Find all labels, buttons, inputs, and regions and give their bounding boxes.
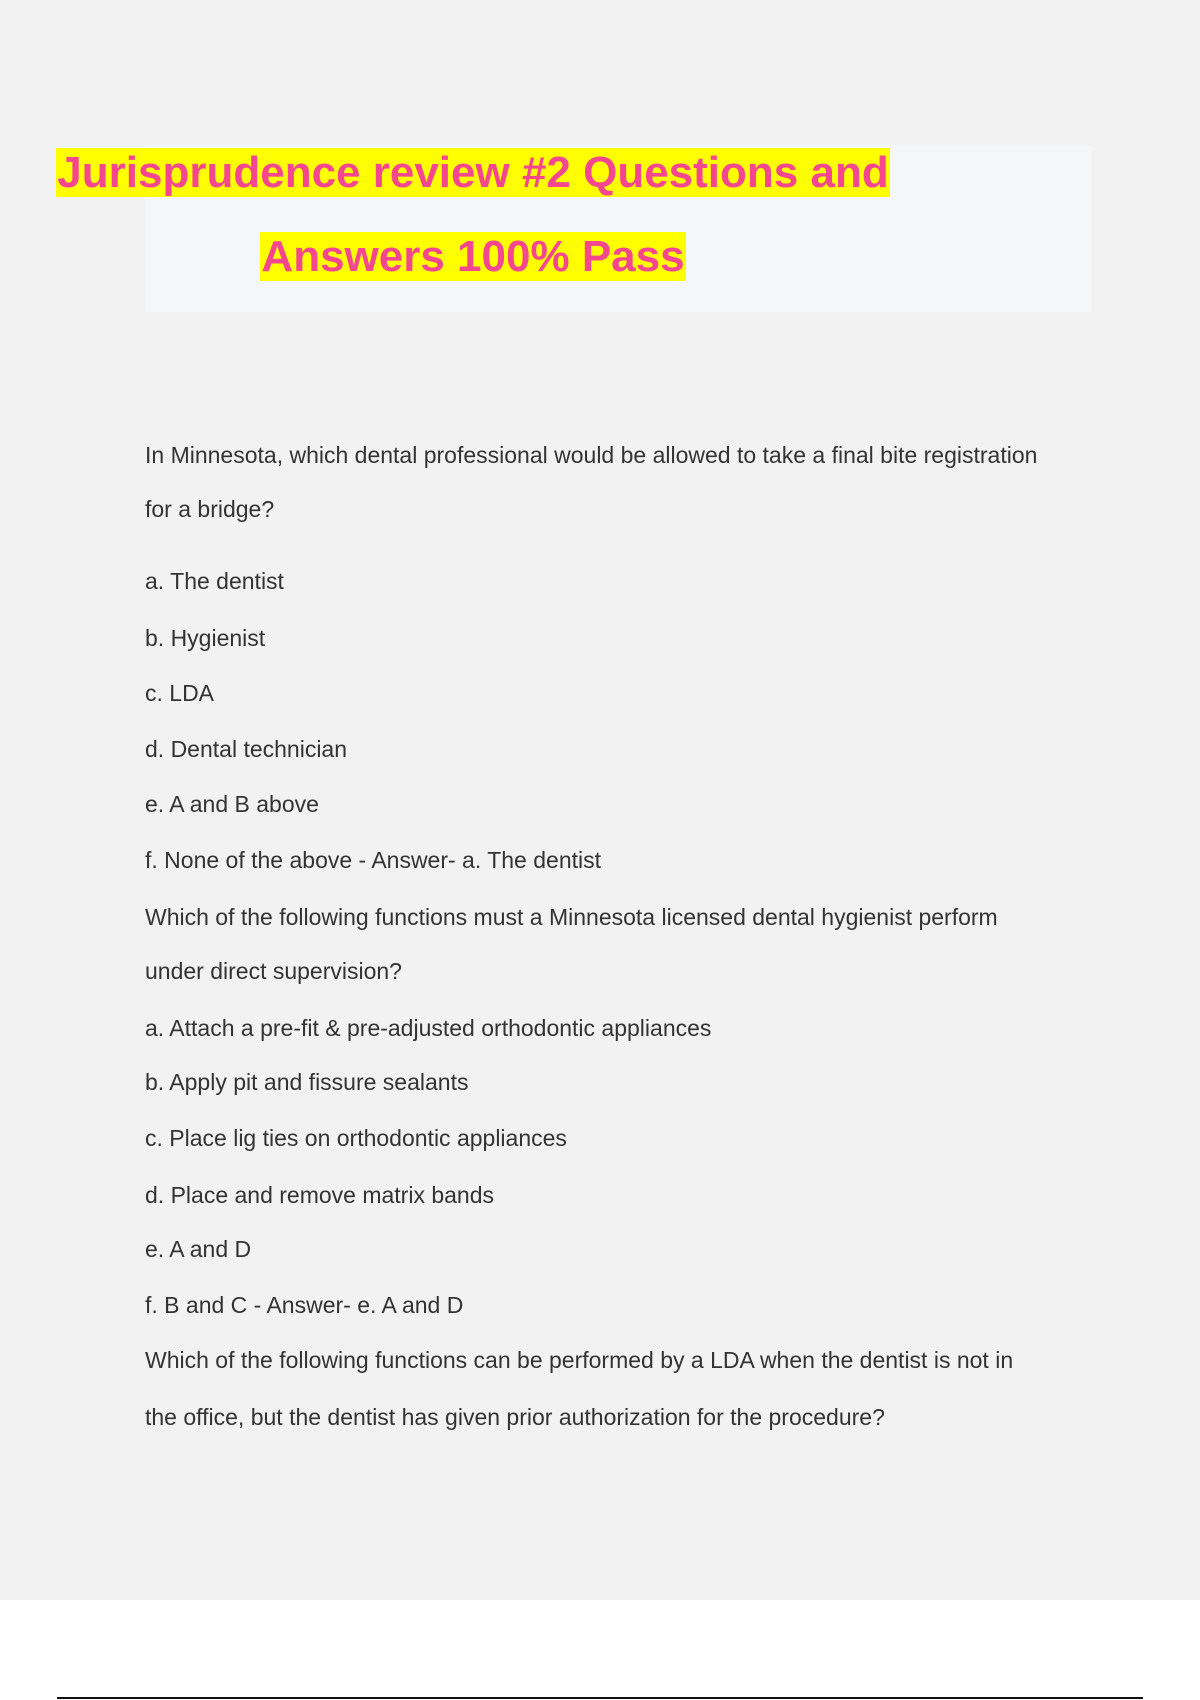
- question-2-option-c: c. Place lig ties on orthodontic appliances: [145, 1125, 567, 1151]
- question-2-text-cont: under direct supervision?: [145, 958, 402, 984]
- question-2-text: Which of the following functions must a Minnesota licensed dental hygienist perform: [145, 904, 998, 930]
- question-1-option-b: b. Hygienist: [145, 625, 266, 651]
- question-3-text: Which of the following functions can be performed by a LDA when the dentist is not in: [145, 1347, 1014, 1373]
- question-2-option-d: d. Place and remove matrix bands: [145, 1182, 495, 1208]
- question-1-option-f-answer: f. None of the above - Answer- a. The dentist: [145, 847, 602, 873]
- question-2-option-b: b. Apply pit and fissure sealants: [145, 1069, 469, 1095]
- question-1-option-e: e. A and B above: [145, 791, 319, 817]
- question-1-text-cont: for a bridge?: [145, 496, 275, 522]
- document-title-line-2: Answers 100% Pass: [261, 232, 685, 281]
- question-3-text-cont: the office, but the dentist has given prior authorization for the procedure?: [145, 1404, 885, 1430]
- question-1-option-c: c. LDA: [145, 680, 215, 706]
- document-title-line-1: Jurisprudence review #2 Questions and: [57, 148, 889, 197]
- page-divider: [57, 1697, 1143, 1699]
- question-2-option-e: e. A and D: [145, 1236, 252, 1262]
- question-1-text: In Minnesota, which dental professional would be allowed to take a final bite registration: [145, 442, 1038, 468]
- question-1-option-a: a. The dentist: [145, 568, 284, 594]
- question-2-option-f-answer: f. B and C - Answer- e. A and D: [145, 1292, 464, 1318]
- question-2-option-a: a. Attach a pre-fit & pre-adjusted orthodontic appliances: [145, 1015, 712, 1041]
- question-1-option-d: d. Dental technician: [145, 736, 348, 762]
